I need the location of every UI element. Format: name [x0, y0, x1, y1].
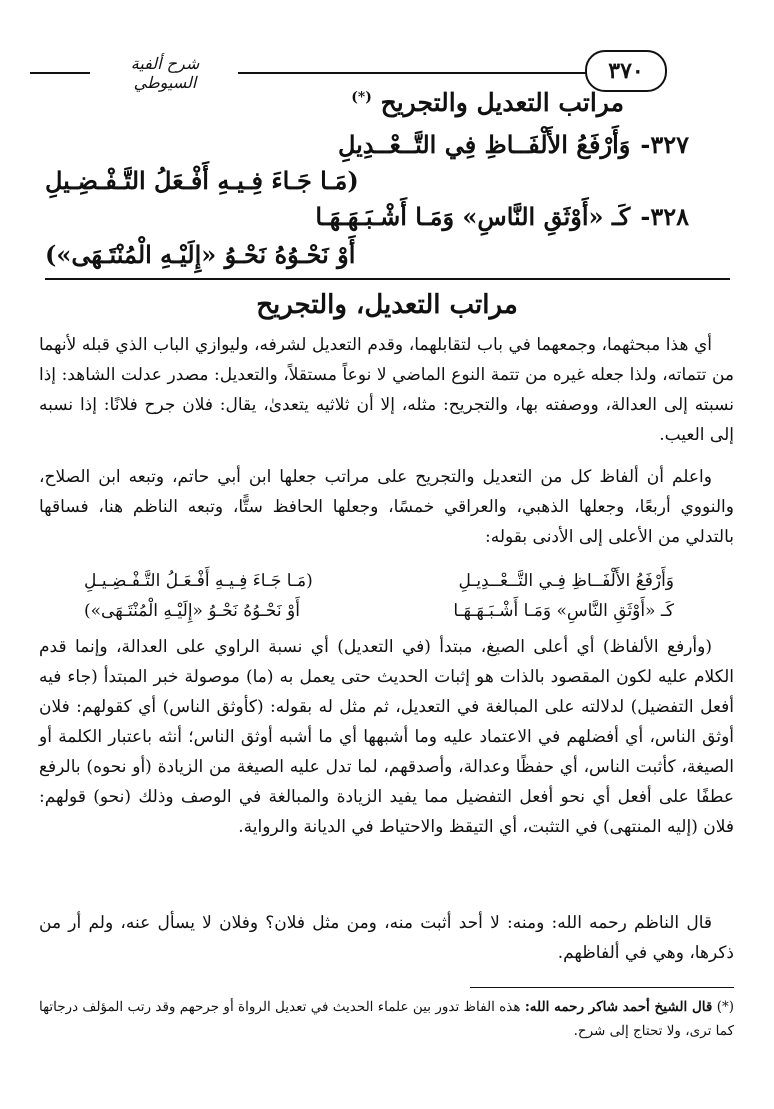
verse-number: ٣٢٧-: [640, 130, 689, 159]
book-title: شرح ألفية السيوطي: [130, 54, 200, 92]
main-heading-text: مراتب التعديل والتجريح: [380, 88, 624, 117]
paragraph: واعلم أن ألفاظ كل من التعديل والتجريح على مراتب جعلها ابن أبي حاتم، وتبعه ابن الصلاح، والنووي أربعًا، وجعلها الذهبي، والعراقي خمسًا، وجعلها الحافظ ستًّا، وتبعه الناظم هنا، فساقها بالتدلي من الأعلى إلى الأدنى بقوله:: [39, 467, 734, 547]
verse-line: [338, 130, 689, 159]
inline-verse-right: وَأَرْفَعُ الأَلْفَــاظِ فِـي التَّــعْــدِيـلِ: [458, 571, 674, 591]
verse-line: [45, 166, 359, 195]
inline-verses: [84, 566, 674, 626]
paragraph: أي هذا مبحثهما، وجمعهما في باب لتقابلهما، وقدم التعديل لشرفه، وليوازي الباب الذي قبله لأنهما من تتماته، ولذا جعله غيره من تتمة النوع الماضي لا نوعاً مستقلاً، والتعديل: مصدر عدلت الشاهد: إذا نسبته إلى العدالة، ووصفته بها، والتجريح: مثله، إلا أن ثلاثيه يتعدىٰ، يقال: فلان جرح فلانًا: إذا نسبه إلى العيب.: [39, 335, 734, 445]
inline-verse-row: [84, 566, 674, 596]
page-header: [30, 50, 710, 90]
verse-text: وَأَرْفَعُ الأَلْفَــاظِ فِي التَّــعْــدِيلِ: [337, 130, 631, 159]
section-divider: [45, 278, 730, 280]
verse-number: ٣٢٨-: [640, 202, 689, 231]
main-heading: [351, 88, 624, 117]
footnote-divider: [470, 987, 734, 988]
header-rule: [238, 72, 608, 74]
verse-text: (مَـا جَـاءَ فِـيـهِ أَفْـعَلُ التَّـفْـضِـيلِ: [45, 166, 359, 195]
footnote-author: قال الشيخ أحمد شاكر رحمه الله:: [524, 999, 713, 1015]
paragraph: قال الناظم رحمه الله: ومنه: لا أحد أثبت منه، ومن مثل فلان؟ وفلان لا يسأل عنه، ولم أر من ذكرها، وهي في ألفاظهم.: [39, 913, 734, 963]
section-heading: مراتب التعديل، والتجريح: [256, 290, 518, 320]
footnote-mark: (*): [351, 89, 372, 106]
verse-text: كَـ «أَوْثَقِ النَّاسِ» وَمَـا أَشْـبَـهَـهَـا: [315, 202, 631, 231]
inline-verse-row: [84, 596, 674, 626]
verse-line: [45, 240, 355, 269]
footnote-text: هذه الفاظ تدور بين علماء الحديث في تعديل الرواة أو جرحهم وقد رتب المؤلف درجاتها كما ترى، ولا تحتاج إلى شرح.: [39, 999, 734, 1039]
inline-verse-right: كَـ «أَوْثَقِ النَّاسِ» وَمَـا أَشْـبَـهَـهَـا: [453, 601, 674, 621]
inline-verse-left: (مَـا جَـاءَ فِـيـهِ أَفْـعَـلُ التَّـفْـضِـيـلِ: [84, 571, 313, 591]
inline-verse-left: أَوْ نَحْـوُهُ نَحْـوُ «إِلَيْـهِ الْمُنْتَـهَى»): [84, 601, 300, 621]
verse-text: أَوْ نَحْـوُهُ نَحْـوُ «إِلَيْـهِ الْمُنْتَـهَى»): [45, 240, 356, 269]
page-number: ٣٧٠: [585, 50, 667, 92]
footnote: [39, 995, 734, 1043]
verse-line: [315, 202, 689, 231]
header-rule: [30, 72, 90, 74]
footnote-mark: (*): [716, 999, 734, 1015]
paragraph: (وأرفع الألفاظ) أي أعلى الصيغ، مبتدأ (في التعديل) أي نسبة الراوي على العدالة، وإنما قدم الكلام عليه لكون المقصود بالذات هو إثبات الحديث حتى يعمل به (ما) موصولة خبر المبتدأ (جاء فيه أفعل التفضيل) لدلالته على المبالغة في التعديل، ثم مثل له بقوله: (كأوثق الناس) أي كقولهم: فلان أوثق الناس، أي أفضلهم في الاعتماد عليه وما أشبهها أي ما أشبه أوثق الناس؛ أنثه باعتبار الكلمة أو الصيغة، كأثبت الناس، أي حفظًا وعدالة، وأصدقهم، لما تدل عليه الصيغة من الزيادة (أو نحوه) بالرفع عطفًا على أفعل أي نحو أفعل التفضيل مما يفيد الزيادة والمبالغة في الوصف وذلك (نحو) قولهم: فلان (إليه المنتهى) في التثبت، أي التيقظ والاحتياط في الديانة والرواية.: [39, 637, 734, 837]
